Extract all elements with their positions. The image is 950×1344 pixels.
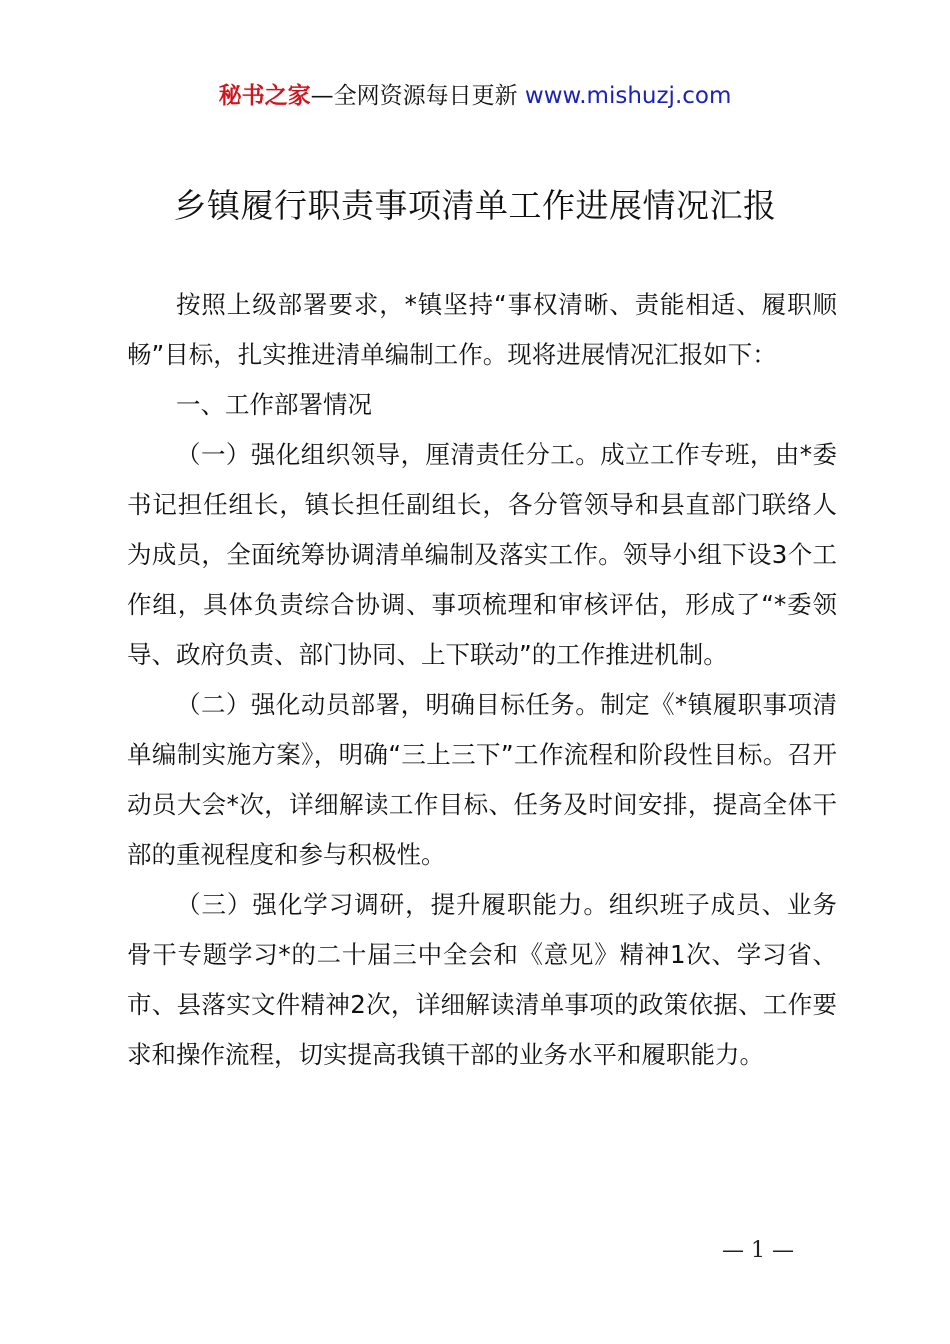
paragraph-3: （三）强化学习调研，提升履职能力。组织班子成员、业务骨干专题学习*的二十届三中全会和《意见》精神1次、学习省、市、县落实文件精神2次，详细解读清单事项的政策依据、工作要求和操作流程，切实提高我镇干部的业务水平和履职能力。 [127, 890, 837, 1069]
document-body [127, 280, 837, 1080]
paragraph-1: （一）强化组织领导，厘清责任分工。成立工作专班，由*委书记担任组长，镇长担任副组长，各分管领导和县直部门联络人为成员，全面统筹协调清单编制及落实工作。领导小组下设3个工作组，具体负责综合协调、事项梳理和审核评估，形成了“*委领导、政府负责、部门协同、上下联动”的工作推进机制。 [127, 440, 837, 669]
paragraph-2: （二）强化动员部署，明确目标任务。制定《*镇履职事项清单编制实施方案》，明确“三上三下”工作流程和阶段性目标。召开动员大会*次，详细解读工作目标、任务及时间安排，提高全体干部的重视程度和参与积极性。 [127, 690, 837, 869]
brand-name: 秘书之家 [218, 83, 311, 109]
banner-tagline: —全网资源每日更新 [310, 83, 518, 109]
document-title: 乡镇履行职责事项清单工作进展情况汇报 [173, 186, 777, 225]
intro-paragraph: 按照上级部署要求，*镇坚持“事权清晰、责能相适、履职顺畅”目标，扎实推进清单编制工作。现将进展情况汇报如下： [127, 290, 837, 369]
site-url-link[interactable]: www.mishuzj.com [524, 83, 732, 109]
site-banner [0, 80, 950, 112]
section-heading: 一、工作部署情况 [176, 390, 372, 419]
page-number: — 1 — [722, 1238, 794, 1263]
